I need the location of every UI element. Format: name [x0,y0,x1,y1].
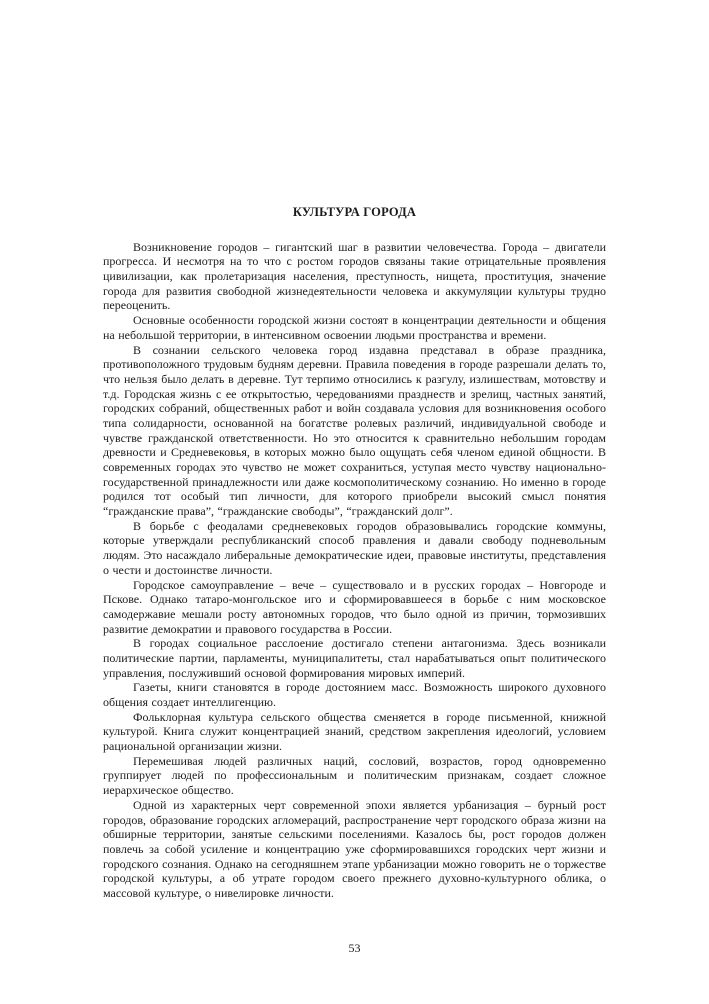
paragraph-9: Перемешивая людей различных наций, сословий, возрастов, город одновременно группирует людей по профессиональным и политическим признакам, создает сложное иерархическое общество. [103,753,606,798]
page-number: 53 [348,941,361,955]
paragraph-4: В борьбе с феодалами средневековых городов образовывались городские коммуны, которые утверждали республиканский способ правления и давали свободу подневольным людям. Это насаждало либеральные демократические идеи, правовые институты, представления о чести и достоинстве личности. [103,518,606,577]
paragraph-8: Фольклорная культура сельского общества сменяется в городе письменной, книжной культурой. Книга служит концентрацией знаний, средством закрепления идеологий, условием рациональной организации жизни. [103,709,606,754]
paragraph-10: Одной из характерных черт современной эпохи является урбанизация – бурный рост городов, образование городских агломераций, распространение черт городского образа жизни на обширные территории, занятые сельскими поселениями. Казалось бы, рост городов должен повлечь за собой усиление и концентрацию уже сформировавшихся городских черт жизни и городского сознания. Однако на сегодняшнем этапе урбанизации можно говорить не о торжестве городской культуры, а об утрате городом своего прежнего духовно-культурного облика, о массовой культуре, о нивелировке личности. [103,797,606,900]
paragraph-1: Возникновение городов – гигантский шаг в развитии человечества. Города – двигатели прогресса. И несмотря на то что с ростом городов связаны такие отрицательные проявления цивилизации, как пролетаризация населения, преступность, нищета, проституция, значение города для развития свободной жизнедеятельности человека и аккумуляции культуры трудно переоценить. [103,239,606,313]
paragraph-5: Городское самоуправление – вече – существовало и в русских городах – Новгороде и Пскове. Однако татаро-монгольское иго и сформировавшееся в борьбе с ним московское самодержавие мешали росту автономных городов, что было одной из причин, тормозивших развитие демократии и правового государства в России. [103,577,606,636]
document-title: КУЛЬТУРА ГОРОДА [292,205,417,219]
paragraph-3: В сознании сельского человека город издавна представал в образе праздника, противоположного трудовым будням деревни. Правила поведения в городе разрешали делать то, что нельзя было делать в деревне. Тут терпимо относились к разгулу, излишествам, мотовству и т.д. Городская жизнь с ее открытостью, чередованиями празднеств и зрелищ, частных занятий, городских собраний, общественных работ и войн создавала условия для возникновения особого типа солидарности, основанной на богатстве ролевых различий, индивидуальной свободе и чувстве гражданской ответственности. Но это относится к сравнительно небольшим городам древности и Средневековья, в которых можно было ощущать себя членом единой общности. В современных городах это чувство не может сохраниться, уступая место чувству национально-государственной принадлежности или даже космополитическому сознанию. Но именно в городе родился тот особый тип личности, для которого приобрели высокий смысл понятия “гражданские права”, “гражданские свободы”, “гражданский долг”. [103,342,606,519]
paragraph-7: Газеты, книги становятся в городе достоянием масс. Возможность широкого духовного общения создает интеллигенцию. [103,680,606,709]
text-column [103,205,606,901]
paragraph-2: Основные особенности городской жизни состоят в концентрации деятельности и общения на небольшой территории, в интенсивном освоении людьми пространства и времени. [103,313,606,342]
paragraph-6: В городах социальное расслоение достигало степени антагонизма. Здесь возникали политические партии, парламенты, муниципалитеты, стал нарабатываться опыт политического управления, послуживший основой формирования мировых империй. [103,636,606,680]
